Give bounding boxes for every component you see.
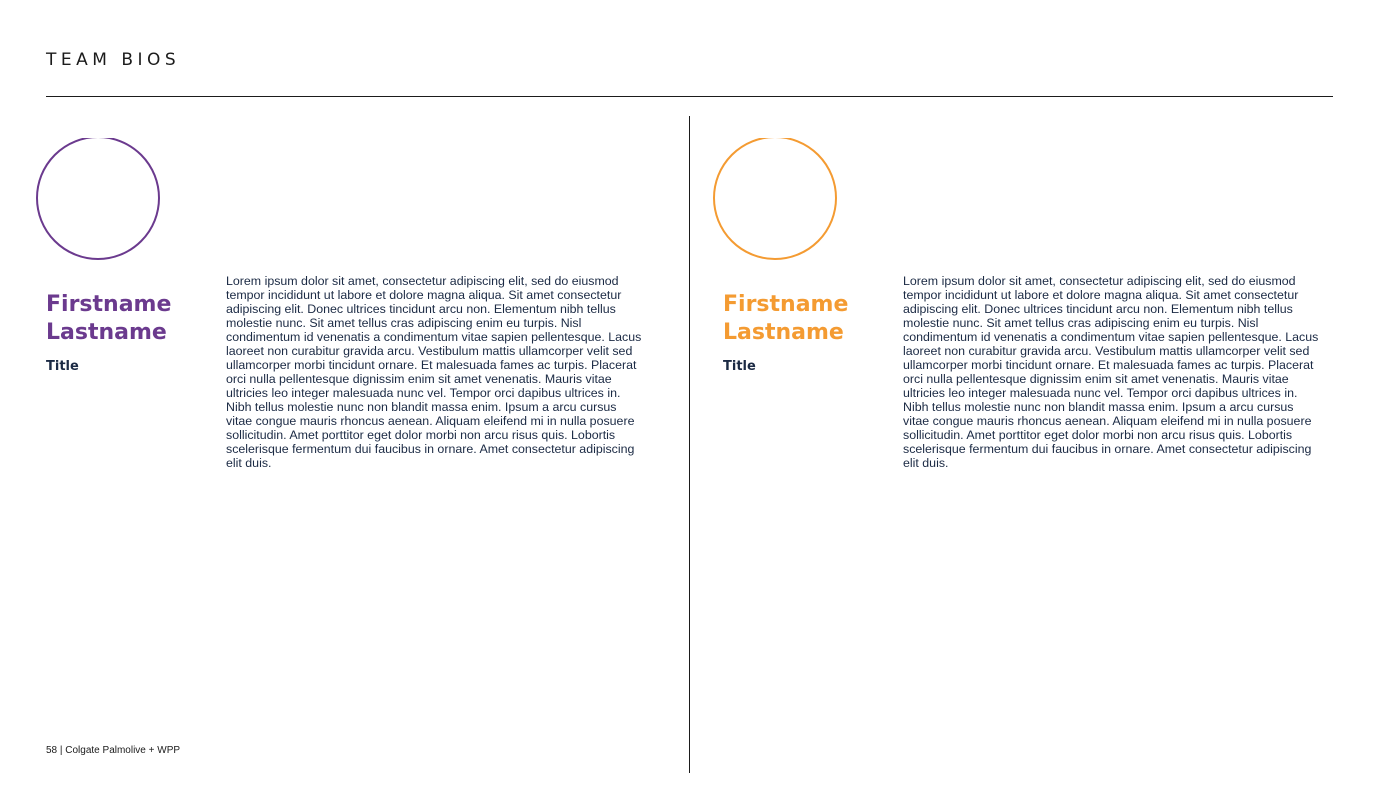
bio-last-name: Lastname: [723, 320, 844, 345]
bio-last-name: Lastname: [46, 320, 167, 345]
page-title: TEAM BIOS: [46, 50, 181, 70]
bio-name: [46, 291, 216, 347]
portrait-placeholder-icon: [711, 138, 839, 264]
bio-card-2: [677, 0, 1317, 788]
bio-title: Title: [46, 359, 79, 374]
bio-name: [723, 291, 893, 347]
bio-card-1: [0, 0, 640, 788]
bio-text: Lorem ipsum dolor sit amet, consectetur adipiscing elit, sed do eiusmod tempor incididunt ut labore et dolore magna aliqua. Sit amet consectetur adipiscing elit. Donec ultrices tincidunt arcu non. Elementum nibh tellus molestie nunc. Sit amet tellus cras adipiscing enim eu turpis. Nisl condimentum id venenatis a condimentum vitae sapien pellentesque. Lacus laoreet non curabitur gravida arcu. Vestibulum mattis ullamcorper velit sed ullamcorper morbi tincidunt ornare. Et malesuada fames ac turpis. Placerat orci nulla pellentesque dignissim enim sit amet venenatis. Mauris vitae ultricies leo integer malesuada nunc vel. Tempor orci dapibus ultrices in. Nibh tellus molestie nunc non blandit massa enim. Ipsum a arcu cursus vitae congue mauris rhoncus aenean. Aliquam eleifend mi in nulla posuere sollicitudin. Amet porttitor eget dolor morbi non arcu risus quis. Lobortis scelerisque fermentum dui faucibus in ornare. Amet consectetur adipiscing elit duis.: [226, 274, 642, 470]
page-footer: 58 | Colgate Palmolive + WPP: [46, 745, 181, 756]
bio-text: Lorem ipsum dolor sit amet, consectetur adipiscing elit, sed do eiusmod tempor incididunt ut labore et dolore magna aliqua. Sit amet consectetur adipiscing elit. Donec ultrices tincidunt arcu non. Elementum nibh tellus molestie nunc. Sit amet tellus cras adipiscing enim eu turpis. Nisl condimentum id venenatis a condimentum vitae sapien pellentesque. Lacus laoreet non curabitur gravida arcu. Vestibulum mattis ullamcorper velit sed ullamcorper morbi tincidunt ornare. Et malesuada fames ac turpis. Placerat orci nulla pellentesque dignissim enim sit amet venenatis. Mauris vitae ultricies leo integer malesuada nunc vel. Tempor orci dapibus ultrices in. Nibh tellus molestie nunc non blandit massa enim. Ipsum a arcu cursus vitae congue mauris rhoncus aenean. Aliquam eleifend mi in nulla posuere sollicitudin. Amet porttitor eget dolor morbi non arcu risus quis. Lobortis scelerisque fermentum dui faucibus in ornare. Amet consectetur adipiscing elit duis.: [903, 274, 1319, 470]
bio-first-name: Firstname: [723, 292, 849, 317]
bio-first-name: Firstname: [46, 292, 172, 317]
portrait-placeholder-icon: [34, 138, 162, 264]
bio-title: Title: [723, 359, 756, 374]
